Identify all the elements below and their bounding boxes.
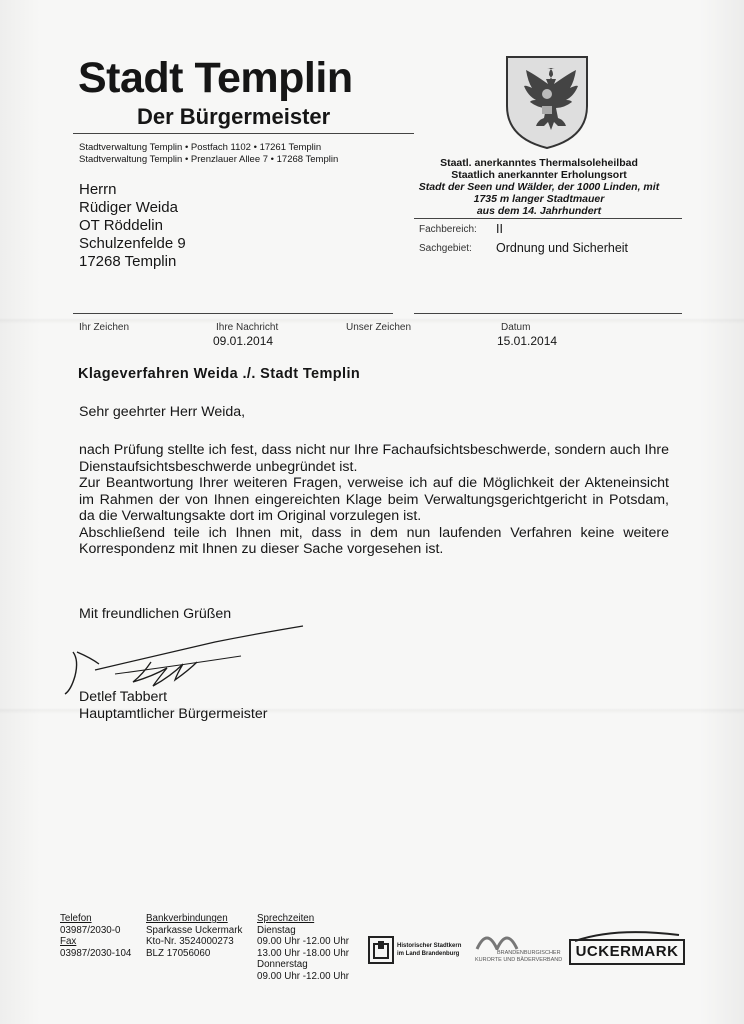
letterhead-divider: [73, 133, 414, 134]
logo-text: KURORTE UND BÄDERVERBAND: [475, 956, 563, 963]
spa-association-logo: [473, 928, 561, 968]
body-paragraph: Zur Beantwortung Ihrer weiteren Fragen, verweise ich auf die Möglichkeit der Akteneinsicht im Rahmen der von Ihnen eingereichten Klage beim Verwaltungsgerichtgericht in Potsdam, da die Verwaltungsakte dort im Original vorzulegen ist.: [79, 475, 669, 524]
promo-line: Staatl. anerkanntes Thermalsoleheilbad: [440, 157, 638, 169]
ihre-nachricht-value: 09.01.2014: [213, 334, 274, 348]
fachbereich-label: Fachbereich:: [419, 224, 477, 235]
eagle-coat-of-arms-icon: [504, 54, 590, 150]
hours-line: Donnerstag: [257, 959, 308, 970]
sender-line-2: Stadtverwaltung Templin • Prenzlauer Allee 7 • 17268 Templin: [79, 154, 339, 165]
historic-town-icon: [368, 936, 394, 964]
sachgebiet-value: Ordnung und Sicherheit: [496, 241, 629, 255]
letter-subject: Klageverfahren Weida ./. Stadt Templin: [78, 366, 361, 382]
recipient-address: [79, 181, 186, 271]
spa-arches-icon: [475, 930, 519, 950]
historic-town-logo: [366, 934, 466, 966]
sender-line-1: Stadtverwaltung Templin • Postfach 1102 • 17261 Templin: [79, 142, 322, 153]
promo-divider: [414, 218, 682, 219]
letter-greeting: Sehr geehrter Herr Weida,: [79, 404, 246, 420]
promo-line: Staatlich anerkannter Erholungsort: [451, 169, 627, 181]
recipient-line: Herrn: [79, 181, 117, 198]
letterhead-title: Stadt Templin: [78, 54, 353, 102]
sachgebiet-label: Sachgebiet:: [419, 243, 472, 254]
ihre-nachricht-label: Ihre Nachricht: [216, 322, 279, 333]
body-paragraph: Abschließend teile ich Ihnen mit, dass in dem nun laufenden Verfahren keine weitere Korrespondenz mit Ihnen zu dieser Sache vorgesehen ist.: [79, 524, 669, 557]
body-paragraph: nach Prüfung stellte ich fest, dass nicht nur Ihre Fachaufsichtsbeschwerde, sondern auch Ihre Dienstaufsichtsbeschwerde unbegründet ist.: [79, 442, 669, 475]
hours-line: 09.00 Uhr -12.00 Uhr: [257, 936, 350, 947]
hours-line: Dienstag: [257, 924, 296, 936]
hours-line: 13.00 Uhr -18.00 Uhr: [257, 947, 350, 959]
logo-text: UCKERMARK: [569, 939, 685, 965]
promo-line: Stadt der Seen und Wälder, der 1000 Linden, mit: [418, 181, 660, 193]
town-description: [400, 157, 678, 217]
bank-label: Bankverbindungen: [146, 913, 228, 924]
signer-block: [79, 689, 267, 723]
bank-kto: Kto-Nr. 3524000273: [146, 936, 234, 947]
footer-bank: [146, 913, 242, 959]
promo-line: aus dem 14. Jahrhundert: [476, 205, 602, 217]
unser-zeichen-label: Unser Zeichen: [346, 322, 412, 333]
footer-contact: [60, 913, 131, 959]
logo-text: im Land Brandenburg: [397, 951, 460, 957]
logo-text: BRANDENBURGISCHER: [497, 950, 561, 956]
letter-body: [79, 442, 669, 558]
bank-name: Sparkasse Uckermark: [146, 924, 243, 936]
recipient-line: Rüdiger Weida: [79, 199, 178, 216]
hours-label: Sprechzeiten: [257, 913, 315, 924]
recipient-line: OT Röddelin: [79, 217, 163, 234]
letterhead-subtitle: Der Bürgermeister: [137, 104, 331, 129]
hours-line: 09.00 Uhr -12.00 Uhr: [257, 970, 350, 982]
telefon-label: Telefon: [60, 913, 92, 924]
signer-name: Detlef Tabbert: [79, 689, 168, 705]
promo-line: 1735 m langer Stadtmauer: [473, 193, 605, 205]
reference-divider-right: [414, 313, 682, 314]
fachbereich-value: II: [496, 222, 503, 236]
fax-label: Fax: [60, 936, 77, 947]
logo-text: Historischer Stadtkern: [397, 943, 462, 949]
uckermark-logo: [569, 928, 685, 968]
letter-closing: Mit freundlichen Grüßen: [79, 606, 232, 622]
datum-value: 15.01.2014: [497, 334, 558, 348]
reference-divider-left: [73, 313, 393, 314]
footer-hours: [257, 913, 349, 982]
datum-label: Datum: [501, 322, 531, 333]
bank-blz: BLZ 17056060: [146, 947, 211, 959]
recipient-line: 17268 Templin: [79, 253, 177, 270]
ihr-zeichen-label: Ihr Zeichen: [79, 322, 130, 333]
recipient-line: Schulzenfelde 9: [79, 235, 186, 252]
fax-value: 03987/2030-104: [60, 947, 132, 959]
signer-title: Hauptamtlicher Bürgermeister: [79, 706, 268, 722]
telefon-value: 03987/2030-0: [60, 924, 121, 936]
